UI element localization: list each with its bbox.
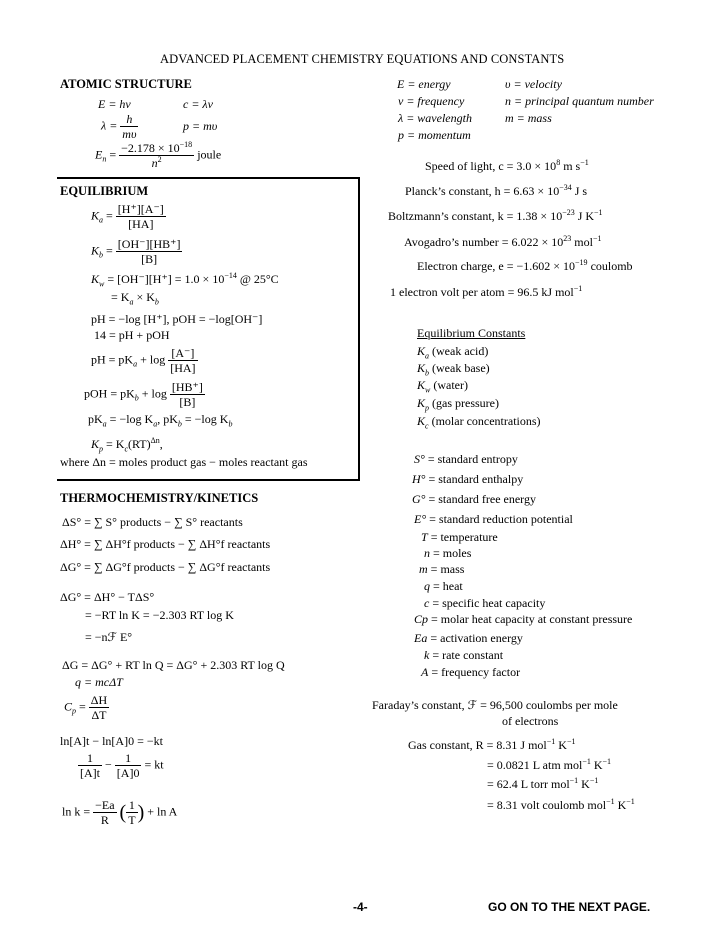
- equation-gibbs-lnk: = −RT ln K = −2.303 RT log K: [85, 608, 234, 622]
- boltzmann-unit: J K: [574, 209, 595, 223]
- definition-mass: m = mass: [505, 111, 552, 125]
- eqconst-kw-sym: K: [417, 378, 426, 392]
- divider-equilibrium: [57, 479, 360, 481]
- kp4-text: ,: [159, 437, 163, 451]
- equation-kw: $K_w = [OH^-][H^+] = 1.0 \times 10^{-14}$ @ 25°C: [91, 271, 279, 289]
- gas1-k-exp: −1: [566, 737, 576, 746]
- hh2-lhs: pOH = pK: [84, 386, 135, 401]
- arrhenius-fraction: [93, 798, 116, 827]
- symbol-heat-sym: q: [424, 579, 430, 593]
- symbol-rate-constant-text: = rate constant: [432, 648, 504, 662]
- second-order-den1: [A]t: [80, 766, 100, 780]
- symbol-molar-heat-capacity-text: = molar heat capacity at constant pressure: [431, 612, 633, 626]
- energy-level-fraction: [119, 141, 194, 170]
- speed-light-unit-exp: −1: [580, 158, 589, 167]
- eqconst-kw-sub: w: [425, 385, 431, 395]
- symbol-specific-heat-sym: c: [424, 596, 430, 610]
- constant-faraday-cont: of electrons: [502, 714, 559, 728]
- hh2-num: [HB⁺]: [171, 380, 203, 394]
- gas4-k: K: [614, 798, 627, 812]
- symbol-free-energy-text: = standard free energy: [428, 492, 536, 506]
- ka-fraction: [116, 202, 166, 231]
- second-order-frac2: [115, 751, 142, 780]
- symbol-moles-text: = moles: [433, 546, 472, 560]
- symbol-reduction-potential-sym: E°: [414, 512, 427, 526]
- planck-text: Planck’s constant, h = 6.63 × 10: [405, 184, 560, 198]
- equation-speed-light: c = λν: [183, 97, 213, 111]
- equation-enthalpy-change: ΔH° = ∑ ΔH°f products − ∑ ΔH°f reactants: [60, 537, 271, 551]
- hh2-den: [B]: [179, 395, 196, 409]
- kp-symbol: K: [91, 437, 100, 451]
- hh2-log: + log: [138, 386, 167, 401]
- eqconst-kc: [417, 414, 541, 431]
- divider-atomic: [57, 177, 360, 179]
- ka-den: [HA]: [128, 217, 154, 231]
- energy-level-eq: =: [106, 147, 117, 162]
- eqconst-kc-sub: c: [425, 421, 429, 431]
- energy-level-sub: n: [102, 154, 107, 164]
- kb-fraction: [116, 237, 183, 266]
- equation-free-energy-change: ΔG° = ∑ ΔG°f products − ∑ ΔG°f reactants: [60, 560, 271, 574]
- constant-faraday: Faraday’s constant, ℱ = 96,500 coulombs per mole: [372, 698, 618, 712]
- symbol-temperature-text: = temperature: [430, 530, 498, 544]
- second-order-rhs: = kt: [144, 757, 164, 772]
- equation-heat: q = mcΔT: [75, 675, 123, 689]
- gas-constant-3: [487, 777, 598, 791]
- arrhenius-inv-t: [126, 798, 137, 827]
- eqconst-kw-text: (water): [430, 378, 468, 392]
- electron-volt-exp: −1: [573, 284, 583, 293]
- planck-unit: J s: [571, 184, 588, 198]
- avogadro-exp: 23: [563, 234, 572, 243]
- kw-text: = [OH⁻][H⁺] = 1.0 × 10: [107, 272, 225, 286]
- avogadro-unit: mol: [571, 235, 593, 249]
- equation-henderson-acid: pH = $pK_a + \log$ $\frac{[A^-]}{[HA]}$: [91, 346, 196, 375]
- hh2-fraction: [170, 380, 205, 409]
- eqconst-ka-text: (weak acid): [429, 344, 489, 358]
- eqconst-kb-sym: K: [417, 361, 426, 375]
- equation-pka-pkb: $pK_a = -\log$ $K_a$, $pK_b = -\log$ $K_b$: [88, 412, 233, 429]
- symbol-moles-sym: n: [424, 546, 430, 560]
- cp-fraction: [89, 693, 109, 722]
- symbol-molar-heat-capacity-sym: Cp: [414, 612, 429, 626]
- equation-arrhenius: ln k = $\frac{-Ea}{R}$ ( $\frac{1}{T}$ ) + ln A: [62, 798, 178, 827]
- eqconst-kc-sym: K: [417, 414, 426, 428]
- symbol-enthalpy-sym: H°: [412, 472, 426, 486]
- cp-num: ΔH: [90, 693, 108, 707]
- pka3-text: , pK: [157, 412, 178, 426]
- energy-level-num: −2.178 × 10: [121, 141, 180, 155]
- symbol-enthalpy-text: = standard enthalpy: [428, 472, 524, 486]
- speed-light-exp: 8: [556, 158, 561, 167]
- equilibrium-constants-title: Equilibrium Constants: [417, 326, 526, 340]
- section-equilibrium: EQUILIBRIUM: [60, 184, 149, 198]
- divider-vertical-equilibrium: [358, 177, 360, 481]
- symbol-mass-sym: m: [419, 562, 428, 576]
- section-atomic-structure: ATOMIC STRUCTURE: [60, 77, 192, 91]
- arrhenius-num: −Ea: [95, 798, 115, 812]
- page-title: ADVANCED PLACEMENT CHEMISTRY EQUATIONS AND CONSTANTS: [160, 52, 565, 66]
- symbol-free-energy: [412, 492, 536, 506]
- gas2-k: K: [590, 758, 603, 772]
- avogadro-unit-exp: −1: [592, 234, 602, 243]
- definition-momentum: p = momentum: [398, 128, 471, 142]
- kb-num: [OH⁻][HB⁺]: [117, 237, 181, 251]
- definition-velocity: υ = velocity: [505, 77, 562, 91]
- symbol-activation-energy-text: = activation energy: [430, 631, 523, 645]
- equation-delta-n-definition: where Δn = moles product gas − moles reactant gas: [60, 455, 308, 469]
- symbol-entropy-text: = standard entropy: [427, 452, 518, 466]
- electron-charge-exp: −19: [575, 258, 588, 267]
- symbol-frequency-factor-sym: A: [421, 665, 429, 679]
- constant-avogadro: [404, 235, 601, 249]
- hh1-fraction: [168, 346, 197, 375]
- equation-gibbs-faraday: = −nℱ E°: [85, 630, 133, 644]
- debroglie-num: h: [120, 112, 138, 127]
- gas-constant-1: [408, 738, 575, 752]
- hh1-num: [A⁻]: [168, 346, 197, 361]
- symbol-reduction-potential: [414, 512, 573, 526]
- equation-ph-sum: 14 = pH + pOH: [94, 328, 170, 342]
- gas1-text: Gas constant, R = 8.31 J mol: [408, 738, 547, 752]
- hh1-log: + log: [137, 352, 166, 367]
- equation-entropy-change: ΔS° = ∑ S° products − ∑ S° reactants: [62, 515, 243, 529]
- pka2-text: = −log K: [106, 412, 154, 426]
- electron-charge-text: Electron charge, e = −1.602 × 10: [417, 259, 576, 273]
- eqconst-ka-sym: K: [417, 344, 426, 358]
- definition-energy: E = energy: [397, 77, 451, 91]
- equation-gibbs-nonstandard: ΔG = ΔG° + RT ln Q = ΔG° + 2.303 RT log Q: [62, 658, 285, 672]
- symbol-frequency-factor: [421, 665, 520, 679]
- eqconst-kp: [417, 396, 499, 413]
- kw-tail: @ 25°C: [236, 272, 279, 286]
- symbol-mass-text: = mass: [430, 562, 465, 576]
- eqconst-kw: [417, 378, 468, 395]
- arrhenius-inv-den: T: [128, 813, 136, 827]
- arrhenius-inv-num: 1: [126, 798, 137, 813]
- symbol-entropy: [414, 452, 518, 466]
- gas4-k-exp: −1: [626, 797, 635, 806]
- eqconst-kp-sym: K: [417, 396, 426, 410]
- planck-exp: −34: [559, 183, 572, 192]
- page-number: -4-: [353, 900, 368, 914]
- energy-level-num-exp: −18: [179, 140, 193, 149]
- next-page-notice: GO ON TO THE NEXT PAGE.: [488, 900, 651, 914]
- symbol-activation-energy: [414, 631, 523, 645]
- equation-ph: pH = −log [H⁺], pOH = −log[OH⁻]: [91, 312, 263, 326]
- equation-gibbs: ΔG° = ΔH° − TΔS°: [60, 590, 155, 604]
- symbol-specific-heat-text: = specific heat capacity: [432, 596, 546, 610]
- debroglie-fraction: [120, 112, 138, 141]
- symbol-heat: [424, 579, 463, 593]
- gas2-text: = 0.0821 L atm mol: [487, 758, 583, 772]
- gas3-k: K: [578, 777, 590, 791]
- constant-electron-volt: [390, 285, 582, 299]
- equation-second-order: [78, 751, 164, 780]
- hh1-lhs: pH = pK: [91, 352, 134, 367]
- boltzmann-text: Boltzmann’s constant, k = 1.38 × 10: [388, 209, 563, 223]
- pka4-text: = −log K: [181, 412, 229, 426]
- eqconst-kp-text: (gas pressure): [429, 396, 499, 410]
- kp2-text: = K: [103, 437, 125, 451]
- speed-light-text: Speed of light, c = 3.0 × 10: [425, 159, 557, 173]
- definition-quantum-number: n = principal quantum number: [505, 94, 654, 108]
- avogadro-text: Avogadro’s number = 6.022 × 10: [404, 235, 564, 249]
- second-order-num1: 1: [78, 751, 102, 766]
- eqconst-kb-sub: b: [425, 368, 430, 378]
- equation-momentum: p = mυ: [183, 119, 218, 133]
- second-order-num2: 1: [115, 751, 142, 766]
- equation-kb: $K_b$ = $\frac{[OH^-][HB^+]}{[B]}$: [91, 237, 181, 266]
- equation-kp: $K_p = K_c(RT)^{\Delta n}$,: [91, 436, 163, 454]
- eqconst-kb: [417, 361, 490, 378]
- definition-frequency: ν = frequency: [398, 94, 465, 108]
- symbol-specific-heat: [424, 596, 545, 610]
- ka-symbol: K: [91, 208, 100, 223]
- symbol-rate-constant: [424, 648, 503, 662]
- energy-level-symbol: E: [95, 147, 103, 162]
- electron-charge-unit: coulomb: [587, 259, 633, 273]
- equation-energy-planck: E = hν: [98, 97, 131, 111]
- symbol-molar-heat-capacity: [414, 612, 632, 626]
- symbol-rate-constant-sym: k: [424, 648, 430, 662]
- kw-exp: −14: [224, 271, 237, 280]
- kp-exp: Δn: [150, 436, 160, 445]
- section-thermochemistry-kinetics: THERMOCHEMISTRY/KINETICS: [60, 491, 259, 505]
- constant-electron-charge: [417, 259, 633, 273]
- gas-constant-4: [487, 798, 635, 812]
- constant-planck: [405, 184, 587, 198]
- gas4-text: = 8.31 volt coulomb mol: [487, 798, 607, 812]
- ka-num: [H⁺][A⁻]: [117, 202, 164, 216]
- speed-light-unit: m s: [560, 159, 581, 173]
- pka-text: pK: [88, 412, 103, 426]
- eqconst-ka: [417, 344, 489, 361]
- equation-debroglie: [101, 112, 138, 141]
- equation-first-order: ln[A]t − ln[A]0 = −kt: [60, 734, 163, 748]
- kb-den: [B]: [141, 252, 158, 266]
- kw2b-text: × K: [133, 290, 155, 304]
- symbol-temperature-sym: T: [421, 530, 428, 544]
- gas2-exp: −1: [582, 757, 591, 766]
- cp-den: ΔT: [91, 708, 107, 722]
- kp3-text: (RT): [128, 437, 151, 451]
- gas3-text: = 62.4 L torr mol: [487, 777, 570, 791]
- kw2-text: = K: [111, 290, 130, 304]
- second-order-den2: [A]0: [116, 766, 140, 780]
- eqconst-kp-sub: p: [425, 403, 430, 413]
- symbol-activation-energy-sym: Ea: [414, 631, 428, 645]
- definition-wavelength: λ = wavelength: [398, 111, 472, 125]
- second-order-frac1: [78, 751, 102, 780]
- eqconst-kb-text: (weak base): [429, 361, 490, 375]
- eqconst-kc-text: (molar concentrations): [428, 414, 541, 428]
- equation-ka: $K_a$ = $\frac{[H^+][A^-]}{[HA]}$: [91, 202, 164, 231]
- symbol-moles: [424, 546, 471, 560]
- constant-speed-of-light: [425, 159, 589, 173]
- equation-kw-product: = $K_a \times K_b$: [111, 290, 159, 307]
- boltzmann-unit-exp: −1: [594, 208, 603, 217]
- gas3-exp: −1: [569, 776, 579, 785]
- arrhenius-den: R: [100, 813, 109, 827]
- equation-heat-capacity: [64, 693, 109, 722]
- symbol-frequency-factor-text: = frequency factor: [431, 665, 521, 679]
- symbol-heat-text: = heat: [433, 579, 463, 593]
- debroglie-lhs: λ =: [101, 118, 118, 133]
- energy-level-unit: joule: [197, 147, 222, 162]
- ka-sub: a: [99, 215, 104, 225]
- kb-sub: b: [99, 250, 104, 260]
- constant-boltzmann: [388, 209, 603, 223]
- symbol-temperature: [421, 530, 498, 544]
- equation-energy-level: [95, 141, 221, 170]
- gas1-k: K: [555, 738, 567, 752]
- gas1-exp: −1: [546, 737, 556, 746]
- gas2-k-exp: −1: [602, 757, 612, 766]
- equation-henderson-base: pOH = $pK_b + \log$ $\frac{[HB^+]}{[B]}$: [84, 380, 203, 409]
- arrhenius-lhs: ln k =: [62, 804, 91, 819]
- second-order-minus: −: [105, 757, 112, 772]
- boltzmann-exp: −23: [562, 208, 575, 217]
- cp-symbol: C: [64, 699, 73, 714]
- kb-symbol: K: [91, 243, 100, 258]
- cp-sub: p: [72, 706, 77, 716]
- debroglie-den: mυ: [122, 127, 137, 141]
- gas3-k-exp: −1: [589, 776, 599, 785]
- hh1-den: [HA]: [170, 361, 196, 375]
- symbol-enthalpy: [412, 472, 523, 486]
- electron-volt-text: 1 electron volt per atom = 96.5 kJ mol: [390, 285, 574, 299]
- symbol-mass: [419, 562, 464, 576]
- gas-constant-2: [487, 758, 611, 772]
- cp-eq: =: [76, 699, 86, 714]
- energy-level-den: n: [151, 156, 158, 170]
- arrhenius-rhs: + ln A: [147, 804, 178, 819]
- symbol-entropy-sym: S°: [414, 452, 425, 466]
- symbol-reduction-potential-text: = standard reduction potential: [429, 512, 573, 526]
- eqconst-ka-sub: a: [425, 351, 430, 361]
- gas4-exp: −1: [606, 797, 615, 806]
- symbol-free-energy-sym: G°: [412, 492, 426, 506]
- energy-level-den-exp: 2: [157, 155, 162, 164]
